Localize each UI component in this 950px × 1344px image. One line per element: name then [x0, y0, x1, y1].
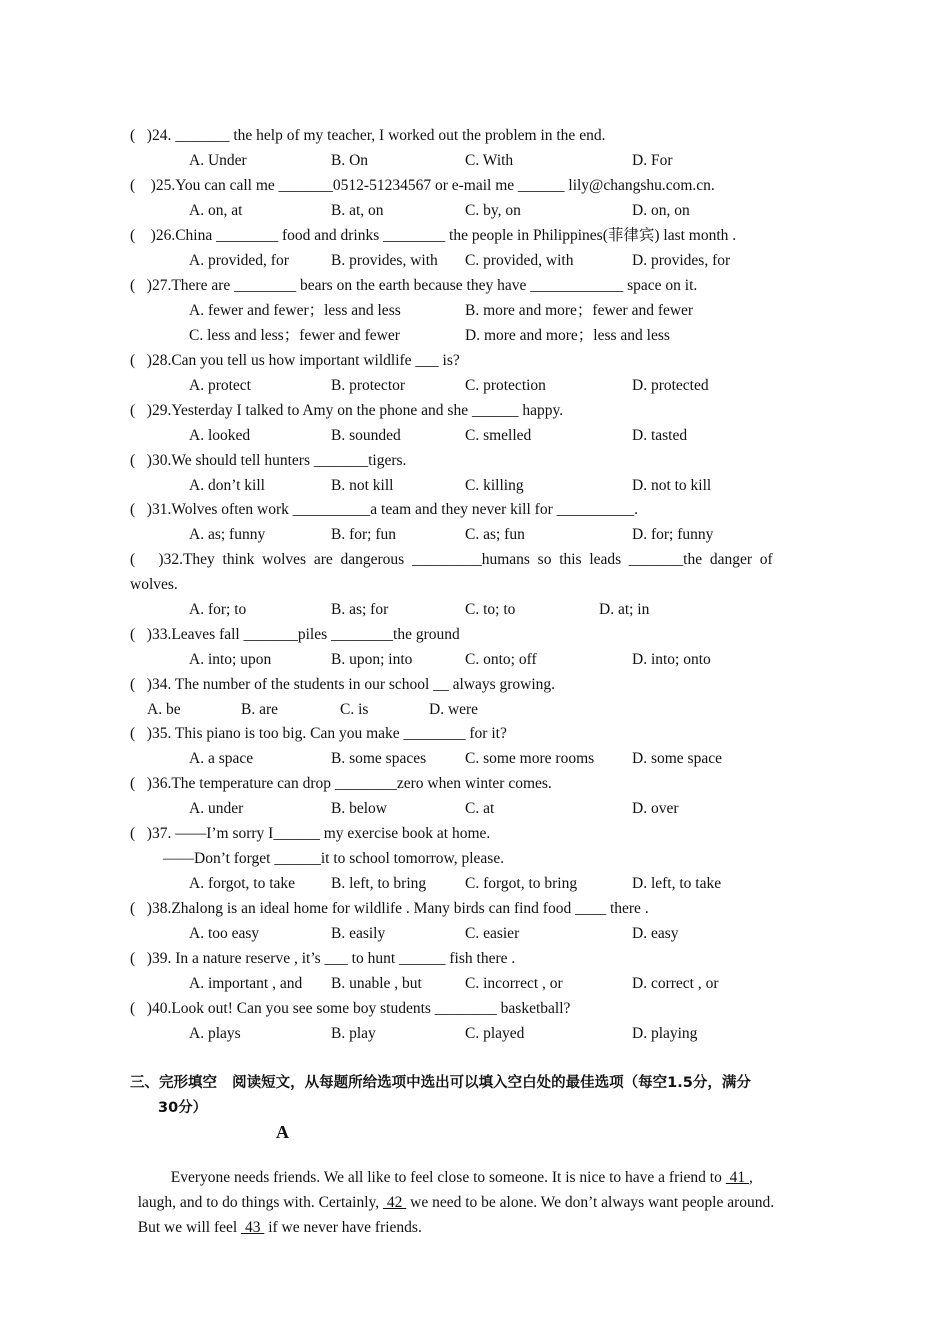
question-30: ( )30.We should tell hunters _______tigers.	[130, 452, 407, 469]
section-3-heading-cont: 30分）	[158, 1100, 208, 1116]
q39-option-c: C. incorrect , or	[465, 975, 563, 992]
q40-option-b: B. play	[331, 1025, 376, 1042]
question-26: ( )26.China ________ food and drinks ________ the people in Philippines(菲律宾) last month .	[130, 227, 737, 244]
q25-option-b: B. at, on	[331, 202, 384, 219]
q32-option-d: D. at; in	[599, 601, 650, 618]
q34-option-a: A. be	[147, 701, 181, 718]
passage-text: ,	[749, 1169, 753, 1186]
q31-option-d: D. for; funny	[632, 526, 714, 543]
q38-option-d: D. easy	[632, 925, 679, 942]
q27-option-c: C. less and less；fewer and fewer	[189, 327, 400, 344]
q33-option-d: D. into; onto	[632, 651, 711, 668]
passage-text: we need to be alone. We don’t always want people around.	[406, 1194, 775, 1211]
q31-option-c: C. as; fun	[465, 526, 525, 543]
q27-option-d: D. more and more；less and less	[465, 327, 670, 344]
question-36: ( )36.The temperature can drop ________zero when winter comes.	[130, 775, 552, 792]
question-32: ( )32.They think wolves are dangerous _________humans so this leads _______the danger of	[130, 551, 773, 568]
q30-option-a: A. don’t kill	[189, 477, 265, 494]
q40-option-a: A. plays	[189, 1025, 241, 1042]
q38-option-c: C. easier	[465, 925, 520, 942]
question-37-reply: ——Don’t forget ______it to school tomorrow, please.	[163, 850, 505, 867]
q39-option-d: D. correct , or	[632, 975, 719, 992]
section-3-heading: 三、完形填空 阅读短文，从每题所给选项中选出可以填入空白处的最佳选项（每空1.5分，满分	[130, 1075, 751, 1091]
q34-option-d: D. were	[429, 701, 479, 718]
q36-option-b: B. below	[331, 800, 387, 817]
q24-option-c: C. With	[465, 152, 514, 169]
q26-option-c: C. provided, with	[465, 252, 574, 269]
q25-option-c: C. by, on	[465, 202, 521, 219]
passage-text: Everyone needs friends. We all like to feel close to someone. It is nice to have a friend to	[170, 1169, 726, 1186]
q33-option-b: B. upon; into	[331, 651, 413, 668]
q32-option-b: B. as; for	[331, 601, 389, 618]
q37-option-a: A. forgot, to take	[189, 875, 296, 892]
q32-option-a: A. for; to	[189, 601, 247, 618]
q39-option-a: A. important , and	[189, 975, 303, 992]
question-31: ( )31.Wolves often work __________a team and they never kill for __________.	[130, 501, 638, 518]
q29-option-c: C. smelled	[465, 427, 532, 444]
question-25: ( )25.You can call me _______0512-51234567 or e-mail me ______ lily@changshu.com.cn.	[130, 177, 715, 194]
question-24: ( )24. _______ the help of my teacher, I worked out the problem in the end.	[130, 127, 606, 144]
q29-option-b: B. sounded	[331, 427, 401, 444]
question-29: ( )29.Yesterday I talked to Amy on the phone and she ______ happy.	[130, 402, 564, 419]
passage-title: A	[276, 1122, 289, 1142]
q37-option-c: C. forgot, to bring	[465, 875, 578, 892]
question-34: ( )34. The number of the students in our school __ always growing.	[130, 676, 556, 693]
q37-option-b: B. left, to bring	[331, 875, 427, 892]
q30-option-d: D. not to kill	[632, 477, 712, 494]
q39-option-b: B. unable , but	[331, 975, 422, 992]
q28-option-c: C. protection	[465, 377, 546, 394]
passage-text: laugh, and to do things with. Certainly,	[137, 1194, 383, 1211]
blank-42: 42	[383, 1194, 407, 1211]
q37-option-d: D. left, to take	[632, 875, 722, 892]
q30-option-b: B. not kill	[331, 477, 394, 494]
q28-option-b: B. protector	[331, 377, 406, 394]
q35-option-a: A. a space	[189, 750, 254, 767]
blank-41: 41	[725, 1169, 749, 1186]
question-40: ( )40.Look out! Can you see some boy students ________ basketball?	[130, 1000, 571, 1017]
q28-option-a: A. protect	[189, 377, 251, 394]
q36-option-d: D. over	[632, 800, 679, 817]
q38-option-a: A. too easy	[189, 925, 260, 942]
passage-text: if we never have friends.	[264, 1219, 422, 1236]
q40-option-d: D. playing	[632, 1025, 698, 1042]
q29-option-a: A. looked	[189, 427, 251, 444]
passage-text: But we will feel	[137, 1219, 242, 1236]
question-27: ( )27.There are ________ bears on the earth because they have ____________ space on it.	[130, 277, 698, 294]
blank-43: 43	[241, 1219, 265, 1236]
q26-option-d: D. provides, for	[632, 252, 731, 269]
q34-option-b: B. are	[241, 701, 279, 718]
question-28: ( )28.Can you tell us how important wildlife ___ is?	[130, 352, 460, 369]
question-33: ( )33.Leaves fall _______piles ________the ground	[130, 626, 460, 643]
q24-option-d: D. For	[632, 152, 673, 169]
q27-option-a: A. fewer and fewer；less and less	[189, 302, 401, 319]
question-38: ( )38.Zhalong is an ideal home for wildlife . Many birds can find food ____ there .	[130, 900, 649, 917]
question-37: ( )37. ——I’m sorry I______ my exercise book at home.	[130, 825, 491, 842]
question-32-cont: wolves.	[130, 576, 178, 593]
q25-option-a: A. on, at	[189, 202, 243, 219]
q24-option-a: A. Under	[189, 152, 247, 169]
q32-option-c: C. to; to	[465, 601, 516, 618]
q28-option-d: D. protected	[632, 377, 709, 394]
question-35: ( )35. This piano is too big. Can you make ________ for it?	[130, 725, 507, 742]
q30-option-c: C. killing	[465, 477, 524, 494]
q36-option-c: C. at	[465, 800, 495, 817]
q29-option-d: D. tasted	[632, 427, 688, 444]
question-39: ( )39. In a nature reserve , it’s ___ to hunt ______ fish there .	[130, 950, 516, 967]
q25-option-d: D. on, on	[632, 202, 690, 219]
q35-option-c: C. some more rooms	[465, 750, 595, 767]
passage-line-3	[130, 1198, 422, 1238]
q27-option-b: B. more and more；fewer and fewer	[465, 302, 694, 319]
q33-option-a: A. into; upon	[189, 651, 272, 668]
q36-option-a: A. under	[189, 800, 244, 817]
q35-option-d: D. some space	[632, 750, 722, 767]
q31-option-a: A. as; funny	[189, 526, 266, 543]
q26-option-a: A. provided, for	[189, 252, 289, 269]
q34-option-c: C. is	[340, 701, 369, 718]
q31-option-b: B. for; fun	[331, 526, 397, 543]
q40-option-c: C. played	[465, 1025, 525, 1042]
q35-option-b: B. some spaces	[331, 750, 427, 767]
q33-option-c: C. onto; off	[465, 651, 537, 668]
q38-option-b: B. easily	[331, 925, 386, 942]
q24-option-b: B. On	[331, 152, 369, 169]
q26-option-b: B. provides, with	[331, 252, 438, 269]
